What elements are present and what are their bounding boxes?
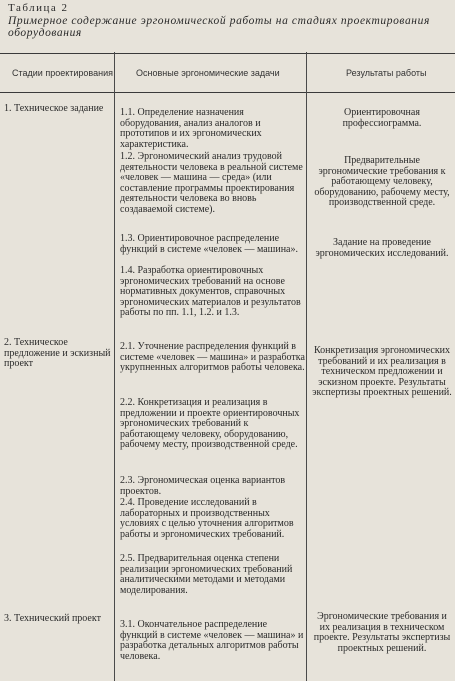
result-3: Задание на проведение эргономических исследований. bbox=[315, 237, 449, 259]
header-tasks: Основные эргономические задачи bbox=[136, 68, 280, 78]
column-divider-1 bbox=[114, 52, 115, 681]
result-4: Конкретизация эргономических требований и их реализация в техническом предложении и эскизном проекте. Результаты экспертизы проектных решений. bbox=[312, 345, 452, 399]
stage-3: 3. Технический проект bbox=[4, 613, 101, 624]
task-2-1: 2.1. Уточнение распределения функций в системе «человек — машина» и разработка укрупненных алгоритмов работы человека. bbox=[120, 341, 305, 374]
result-1: Ориентировочная профессиограмма. bbox=[342, 107, 422, 129]
result-5: Эргономические требования и их реализация в техническом проекте. Результаты экспертизы проектных решений. bbox=[313, 611, 451, 654]
table-caption: Примерное содержание эргономической работы на стадиях проектирования оборудования bbox=[8, 15, 430, 39]
task-1-1: 1.1. Определение назначения оборудования, анализ аналогов и прототипов и их эргономических характеристика. bbox=[120, 107, 262, 150]
task-2-5: 2.5. Предварительная оценка степени реализации эргономических требований аналитическими методами и методами моделирования. bbox=[120, 553, 293, 596]
task-2-3: 2.3. Эргономическая оценка вариантов проектов. bbox=[120, 475, 286, 497]
header-bottom-rule bbox=[0, 92, 455, 93]
stage-1: 1. Техническое задание bbox=[4, 103, 104, 114]
header-top-rule bbox=[0, 53, 455, 54]
column-divider-2 bbox=[306, 52, 307, 681]
task-2-4: 2.4. Проведение исследований в лабораторных и производственных условиях с целью уточнения алгоритмов работы и эргономических требований. bbox=[120, 497, 294, 540]
table-label: Таблица 2 bbox=[8, 2, 69, 14]
stage-2: 2. Техническое предложение и эскизный проект bbox=[4, 337, 111, 370]
header-results: Результаты работы bbox=[346, 68, 427, 78]
result-2: Предварительные эргономические требования к работающему человеку, оборудованию, рабочему месту, производственной среде. bbox=[314, 155, 450, 209]
task-2-2: 2.2. Конкретизация и реализация в предложении и проекте ориентировочных эргономических требований к работающему человеку, оборудованию, рабочему месту, производственной среде. bbox=[120, 397, 300, 451]
task-1-2: 1.2. Эргономический анализ трудовой деятельности человека в реальной системе «человек — машина — среда» (или составление программы проектирования деятельности человека во вновь создаваемой системе). bbox=[120, 151, 303, 215]
task-3-1: 3.1. Окончательное распределение функций в системе «человек — машина» и разработка детальных алгоритмов работы человека. bbox=[120, 619, 304, 662]
header-stages: Стадии проектирования bbox=[12, 68, 113, 78]
task-1-3: 1.3. Ориентировочное распределение функций в системе «человек — машина». bbox=[120, 233, 298, 255]
task-1-4: 1.4. Разработка ориентировочных эргономических требований на основе нормативных документов, справочных эргономических материалов и результатов работы по пп. 1.1, 1.2. и 1.3. bbox=[120, 265, 301, 319]
